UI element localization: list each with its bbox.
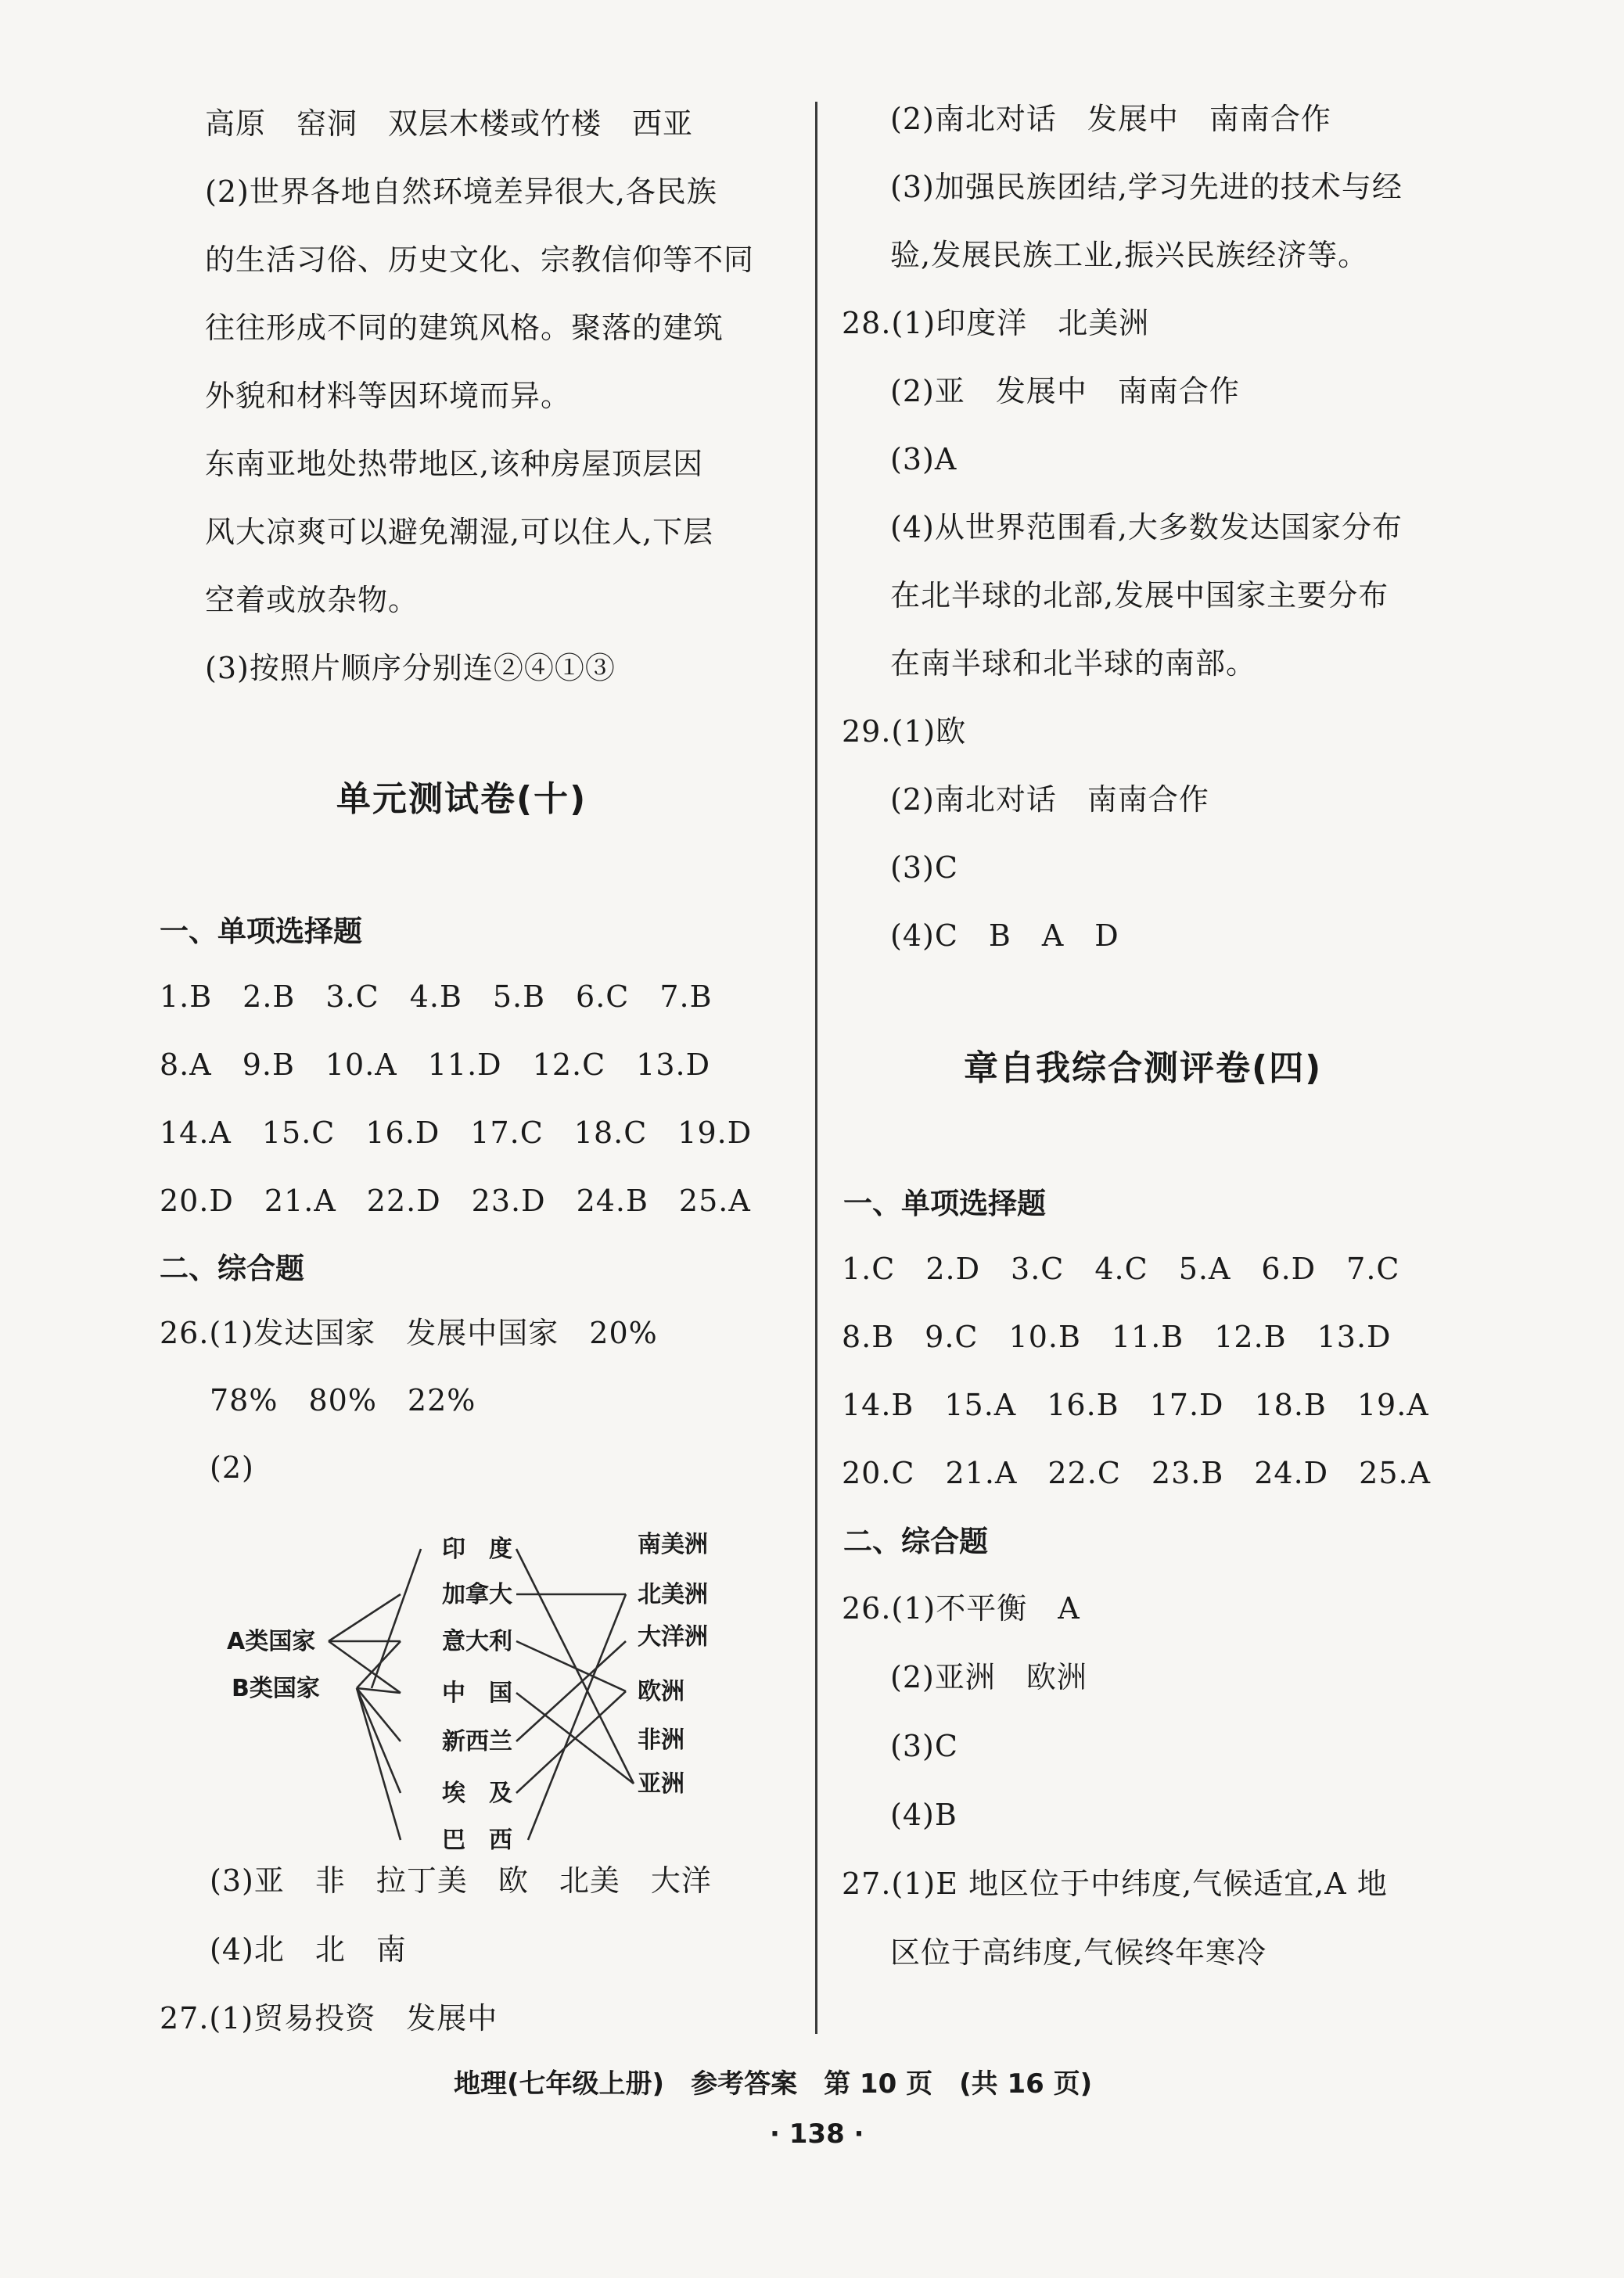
answer-row: 8.A 9.B 10.A 11.D 12.C 13.D [160,1047,711,1082]
continent-label: 欧洲 [638,1678,684,1705]
continent-label: 南美洲 [638,1531,708,1558]
country-label: 巴 西 [442,1827,512,1854]
continent-label: 亚洲 [638,1770,684,1798]
section-heading-single-choice: 一、单项选择题 [160,914,362,948]
page-footer: 地理(七年级上册) 参考答案 第 10 页 (共 16 页) [454,2068,1093,2100]
left-line: 外貌和材料等因环境而异。 [205,379,572,413]
section-heading-comprehensive: 二、综合题 [843,1525,988,1558]
continent-label: 非洲 [638,1726,684,1754]
continent-label: 大洋洲 [638,1623,708,1651]
left-line: 往往形成不同的建筑风格。聚落的建筑 [205,311,724,345]
country-label: 埃 及 [442,1780,512,1807]
right-line: 29.(1)欧 [842,714,967,749]
answer-line: 78% 80% 22% [210,1383,476,1417]
answer-line: (2)亚洲 欧洲 [890,1660,1087,1694]
country-label: 意大利 [442,1628,512,1655]
country-matching-diagram [219,1518,735,1877]
country-label: 新西兰 [442,1728,512,1755]
answer-line: 27.(1)贸易投资 发展中 [160,2001,498,2035]
left-line: 高原 窑洞 双层木楼或竹楼 西亚 [205,106,694,141]
chapter-test-title: 章自我综合测评卷(四) [964,1048,1323,1088]
right-line: (2)南北对话 南南合作 [890,782,1209,817]
answer-row: 1.C 2.D 3.C 4.C 5.A 6.D 7.C [842,1252,1400,1286]
answer-line: 区位于高纬度,气候终年寒冷 [890,1935,1267,1970]
continent-label: 北美洲 [638,1581,708,1608]
right-line: 验,发展民族工业,振兴民族经济等。 [890,238,1369,272]
unit-test-title: 单元测试卷(十) [336,779,587,819]
answer-row: 8.B 9.C 10.B 11.B 12.B 13.D [842,1320,1392,1354]
left-line: 空着或放杂物。 [205,583,419,617]
answer-row: 20.D 21.A 22.D 23.D 24.B 25.A [160,1184,751,1218]
answer-row: 1.B 2.B 3.C 4.B 5.B 6.C 7.B [160,979,713,1014]
right-line: (2)南北对话 发展中 南南合作 [890,102,1331,136]
category-b-label: B类国家 [232,1675,320,1702]
right-line: (2)亚 发展中 南南合作 [890,374,1240,408]
section-heading-single-choice: 一、单项选择题 [843,1187,1046,1220]
left-line: 东南亚地处热带地区,该种房屋顶层因 [205,447,704,481]
answer-line: (3)C [890,1729,958,1763]
page-number: · 138 · [770,2118,864,2150]
answer-line: (3)亚 非 拉丁美 欧 北美 大洋 [210,1863,712,1898]
right-line: (4)C B A D [890,918,1119,953]
answer-row: 20.C 21.A 22.C 23.B 24.D 25.A [842,1456,1432,1490]
right-line: (3)C [890,850,958,885]
answer-line: 26.(1)不平衡 A [842,1591,1080,1626]
left-line: (3)按照片顺序分别连②④①③ [205,651,616,685]
answer-row: 14.A 15.C 16.D 17.C 18.C 19.D [160,1116,753,1150]
left-line: (2)世界各地自然环境差异很大,各民族 [205,174,717,209]
country-label: 印 度 [442,1536,512,1563]
country-label: 中 国 [442,1680,512,1707]
country-label: 加拿大 [442,1581,512,1608]
category-a-label: A类国家 [227,1628,316,1655]
left-line: 的生活习俗、历史文化、宗教信仰等不同 [205,243,755,277]
right-line: (3)加强民族团结,学习先进的技术与经 [890,170,1403,204]
right-line: (3)A [890,442,958,476]
right-line: 在北半球的北部,发展中国家主要分布 [890,578,1389,613]
section-heading-comprehensive: 二、综合题 [160,1252,304,1285]
answer-line: (4)北 北 南 [210,1932,407,1967]
column-divider [815,102,817,2034]
answer-line: 27.(1)E 地区位于中纬度,气候适宜,A 地 [842,1867,1388,1901]
answer-line: (2) [210,1450,254,1485]
right-line: 28.(1)印度洋 北美洲 [842,306,1150,340]
right-line: (4)从世界范围看,大多数发达国家分布 [890,510,1403,544]
answer-row: 14.B 15.A 16.B 17.D 18.B 19.A [842,1388,1429,1422]
answer-line: 26.(1)发达国家 发展中国家 20% [160,1316,658,1350]
answer-line: (4)B [890,1798,958,1832]
left-line: 风大凉爽可以避免潮湿,可以住人,下层 [205,515,714,549]
right-line: 在南半球和北半球的南部。 [890,646,1257,681]
